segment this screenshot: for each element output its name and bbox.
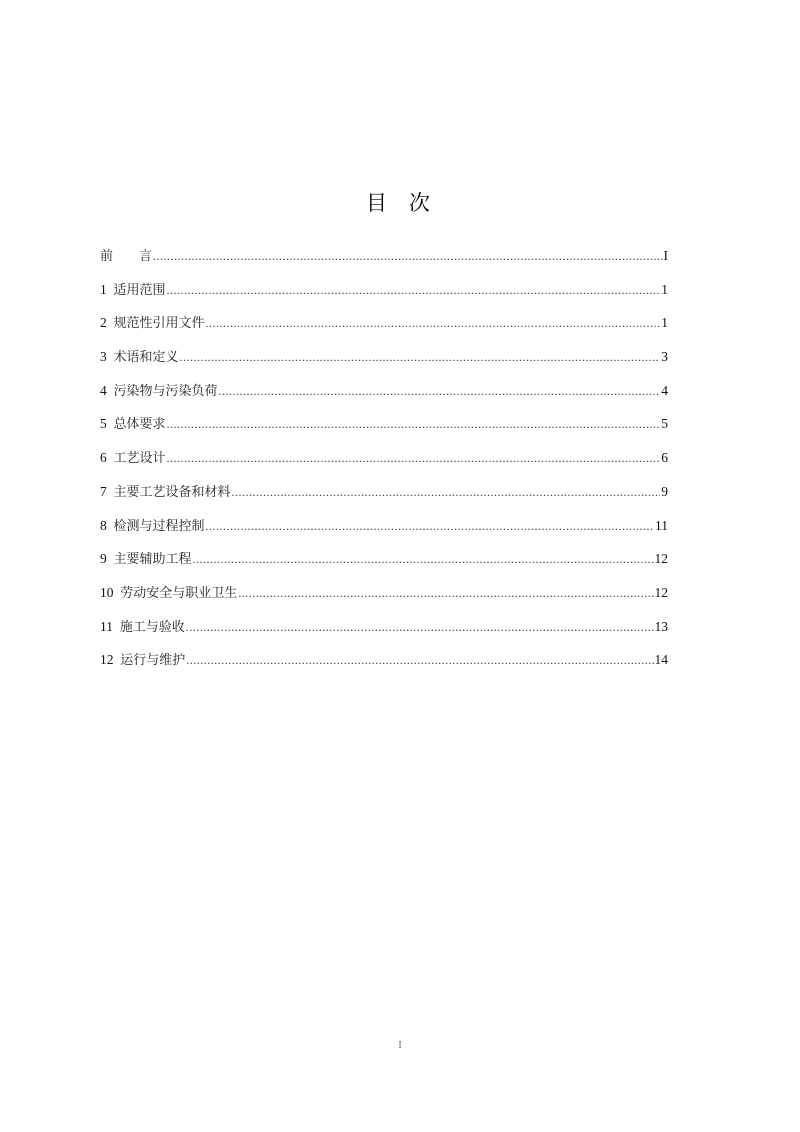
toc-entry-7[interactable] [100, 480, 668, 514]
toc-entry-page: 6 [661, 450, 668, 466]
toc-leader-dots [232, 480, 661, 504]
toc-entry-page: 9 [661, 483, 668, 499]
toc-entry-number: 12 [100, 652, 121, 668]
toc-entry-page: 4 [661, 382, 668, 398]
toc-entry-3[interactable] [100, 345, 668, 379]
toc-entry-label: 主要工艺设备和材料 [113, 484, 231, 500]
toc-leader-dots [186, 648, 653, 672]
toc-entry-number: 10 [100, 584, 121, 600]
toc-entry-page: 1 [661, 281, 668, 297]
toc-leader-dots [167, 446, 661, 470]
toc-entry-label: 规范性引用文件 [113, 316, 205, 332]
toc-entry-page: 5 [661, 416, 668, 432]
toc-leader-dots [219, 379, 661, 403]
toc-entry-label: 总体要求 [113, 417, 166, 433]
toc-entry-8[interactable] [100, 514, 668, 548]
toc-entry-number: 5 [100, 416, 114, 432]
toc-entry-label: 污染物与污染负荷 [113, 383, 218, 399]
toc-entry-1[interactable] [100, 278, 668, 312]
footer-page-number: I [398, 1040, 402, 1051]
toc-entry-number: 6 [100, 450, 114, 466]
toc-leader-dots [180, 345, 661, 369]
toc-entry-number: 4 [100, 382, 114, 398]
toc-entry-number: 3 [100, 349, 114, 365]
toc-entry-5[interactable] [100, 412, 668, 446]
toc-entry-page: 1 [661, 315, 668, 331]
toc-entry-10[interactable] [100, 581, 668, 615]
toc-leader-dots [167, 412, 661, 436]
toc-entry-label: 检测与过程控制 [113, 518, 205, 534]
toc-entry-number: 8 [100, 517, 114, 533]
toc-entry-2[interactable] [100, 311, 668, 345]
toc-entry-label: 施工与验收 [119, 619, 185, 635]
toc-entry-label: 工艺设计 [113, 451, 166, 467]
toc-leader-dots [186, 615, 654, 639]
page-title: 目次 [366, 191, 452, 215]
toc-entry-number: 9 [100, 551, 114, 567]
toc-entry-label: 前 言 [100, 249, 153, 264]
toc-entry-page: 11 [655, 517, 668, 533]
toc-entry-page: 12 [654, 551, 668, 567]
toc-leader-dots [206, 514, 654, 538]
toc-leader-dots [193, 547, 654, 571]
toc-entry-page: 12 [654, 584, 668, 600]
toc-leader-dots [153, 244, 662, 268]
toc-entry-4[interactable] [100, 379, 668, 413]
toc-entry-12[interactable] [100, 648, 668, 682]
toc-entry-page: 14 [654, 652, 668, 668]
toc-entry-11[interactable] [100, 615, 668, 649]
toc-leader-dots [206, 311, 661, 335]
toc-entry-number: 1 [100, 281, 114, 297]
toc-entry-label: 运行与维护 [120, 653, 186, 669]
toc-entry-page: I [663, 248, 668, 263]
toc-entry-number: 7 [100, 483, 114, 499]
toc-entry-label: 适用范围 [113, 282, 166, 298]
table-of-contents [100, 244, 668, 682]
toc-entry-6[interactable] [100, 446, 668, 480]
toc-entry-label: 术语和定义 [113, 350, 179, 366]
toc-entry-page: 13 [654, 618, 668, 634]
toc-entry-number: 2 [100, 315, 114, 331]
toc-entry-label: 主要辅助工程 [113, 552, 192, 568]
toc-entry-number: 11 [100, 618, 120, 634]
toc-entry-9[interactable] [100, 547, 668, 581]
toc-entry-preface[interactable] [100, 244, 668, 278]
toc-entry-label: 劳动安全与职业卫生 [120, 585, 238, 601]
toc-entry-page: 3 [661, 349, 668, 365]
toc-leader-dots [167, 278, 661, 302]
toc-leader-dots [238, 581, 653, 605]
